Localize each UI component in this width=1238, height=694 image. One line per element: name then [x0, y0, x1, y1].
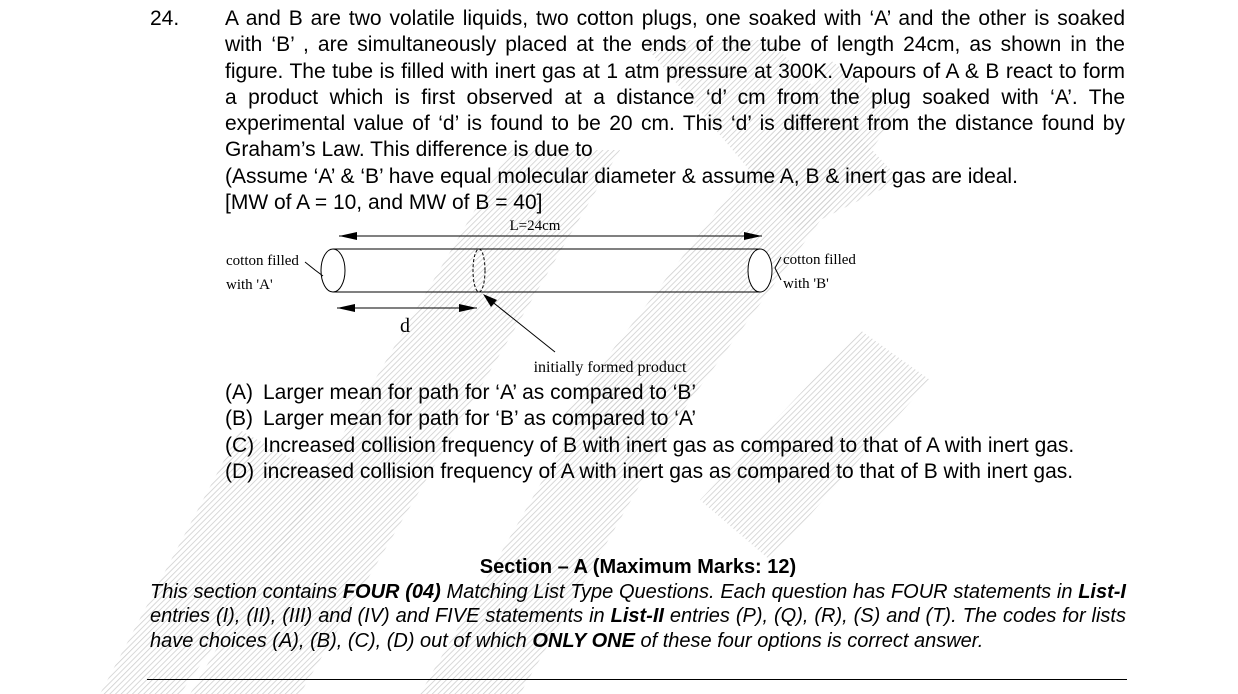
instr-part-9: of these four options is correct answer.	[634, 629, 984, 652]
horizontal-rule	[147, 679, 1127, 680]
section-instructions	[150, 580, 1126, 653]
right-plug-label-line2: with 'B'	[783, 276, 829, 292]
instr-part-2: FOUR (04)	[342, 581, 441, 603]
option-d	[225, 459, 1125, 485]
option-a-label: (A)	[225, 381, 253, 404]
option-c-text: Increased collision frequency of B with inert gas as compared to that of A with inert gas.	[263, 433, 1075, 457]
assumption-line: (Assume ‘A’ & ‘B’ have equal molecular diameter & assume A, B & inert gas are ideal.	[225, 164, 1018, 188]
length-arrowhead-right	[744, 232, 762, 240]
right-plug	[748, 249, 772, 292]
d-arrowhead-right	[459, 304, 477, 312]
options-list	[225, 380, 1125, 485]
option-b	[225, 406, 1125, 432]
product-pointer-head	[483, 294, 497, 307]
right-plug-pointer	[775, 257, 781, 280]
section-title: Section – A (Maximum Marks: 12)	[479, 556, 797, 578]
length-label: L=24cm	[509, 218, 561, 234]
option-a	[225, 380, 1125, 406]
tube-diagram	[215, 212, 875, 384]
product-label: initially formed product	[533, 359, 687, 376]
option-d-label: (D)	[225, 459, 255, 483]
left-plug-label-line1: cotton filled	[226, 253, 299, 269]
question-text	[225, 6, 1125, 216]
left-plug-label-line2: with 'A'	[226, 277, 273, 293]
option-b-text: Larger mean for path for ‘B’ as compared to ‘A’	[263, 407, 697, 431]
d-arrowhead-left	[337, 304, 355, 312]
length-arrowhead-left	[339, 232, 357, 240]
instr-part-7: entries (P), (Q), (R), (S) and (T). The codes for lists have choices (A), (B), (C), (D) out of which	[150, 605, 1126, 652]
question-paragraph: A and B are two volatile liquids, two cotton plugs, one soaked with ‘A’ and the other is soaked with ‘B’ , are simultaneously placed at the ends of the tube of length 24cm, as shown in the figure. The tube is filled with inert gas at 1 atm pressure at 300K. Vapours of A & B react to form a product which is first observed at a distance ‘d’ cm from the plug soaked with ‘A’. The experimental value of ‘d’ is found to be 20 cm. This ‘d’ is different from the distance found by Graham’s Law. This difference is due to	[225, 7, 1125, 162]
instr-part-5: entries (I), (II), (III) and (IV) and FIVE statements in	[150, 605, 611, 628]
d-label: d	[400, 315, 410, 337]
instr-part-6: List-II	[610, 605, 664, 628]
instr-part-3: Matching List Type Questions. Each question has FOUR statements in	[440, 581, 1079, 603]
option-c-label: (C)	[225, 433, 255, 457]
product-pointer	[485, 296, 555, 352]
option-d-text: increased collision frequency of A with inert gas as compared to that of B with inert gas.	[263, 459, 1074, 483]
option-c	[225, 433, 1125, 459]
instr-part-4: List-I	[1078, 581, 1126, 603]
question-number: 24.	[150, 7, 180, 30]
instr-part-1: This section contains	[150, 581, 343, 603]
option-a-text: Larger mean for path for ‘A’ as compared to ‘B’	[263, 381, 697, 404]
left-plug-pointer	[305, 262, 323, 276]
left-plug	[321, 249, 345, 292]
product-ring	[473, 249, 485, 292]
option-b-label: (B)	[225, 407, 253, 431]
right-plug-label-line1: cotton filled	[783, 252, 856, 268]
instr-part-8: ONLY ONE	[532, 629, 635, 652]
molecular-weight-line: [MW of A = 10, and MW of B = 40]	[225, 191, 543, 215]
